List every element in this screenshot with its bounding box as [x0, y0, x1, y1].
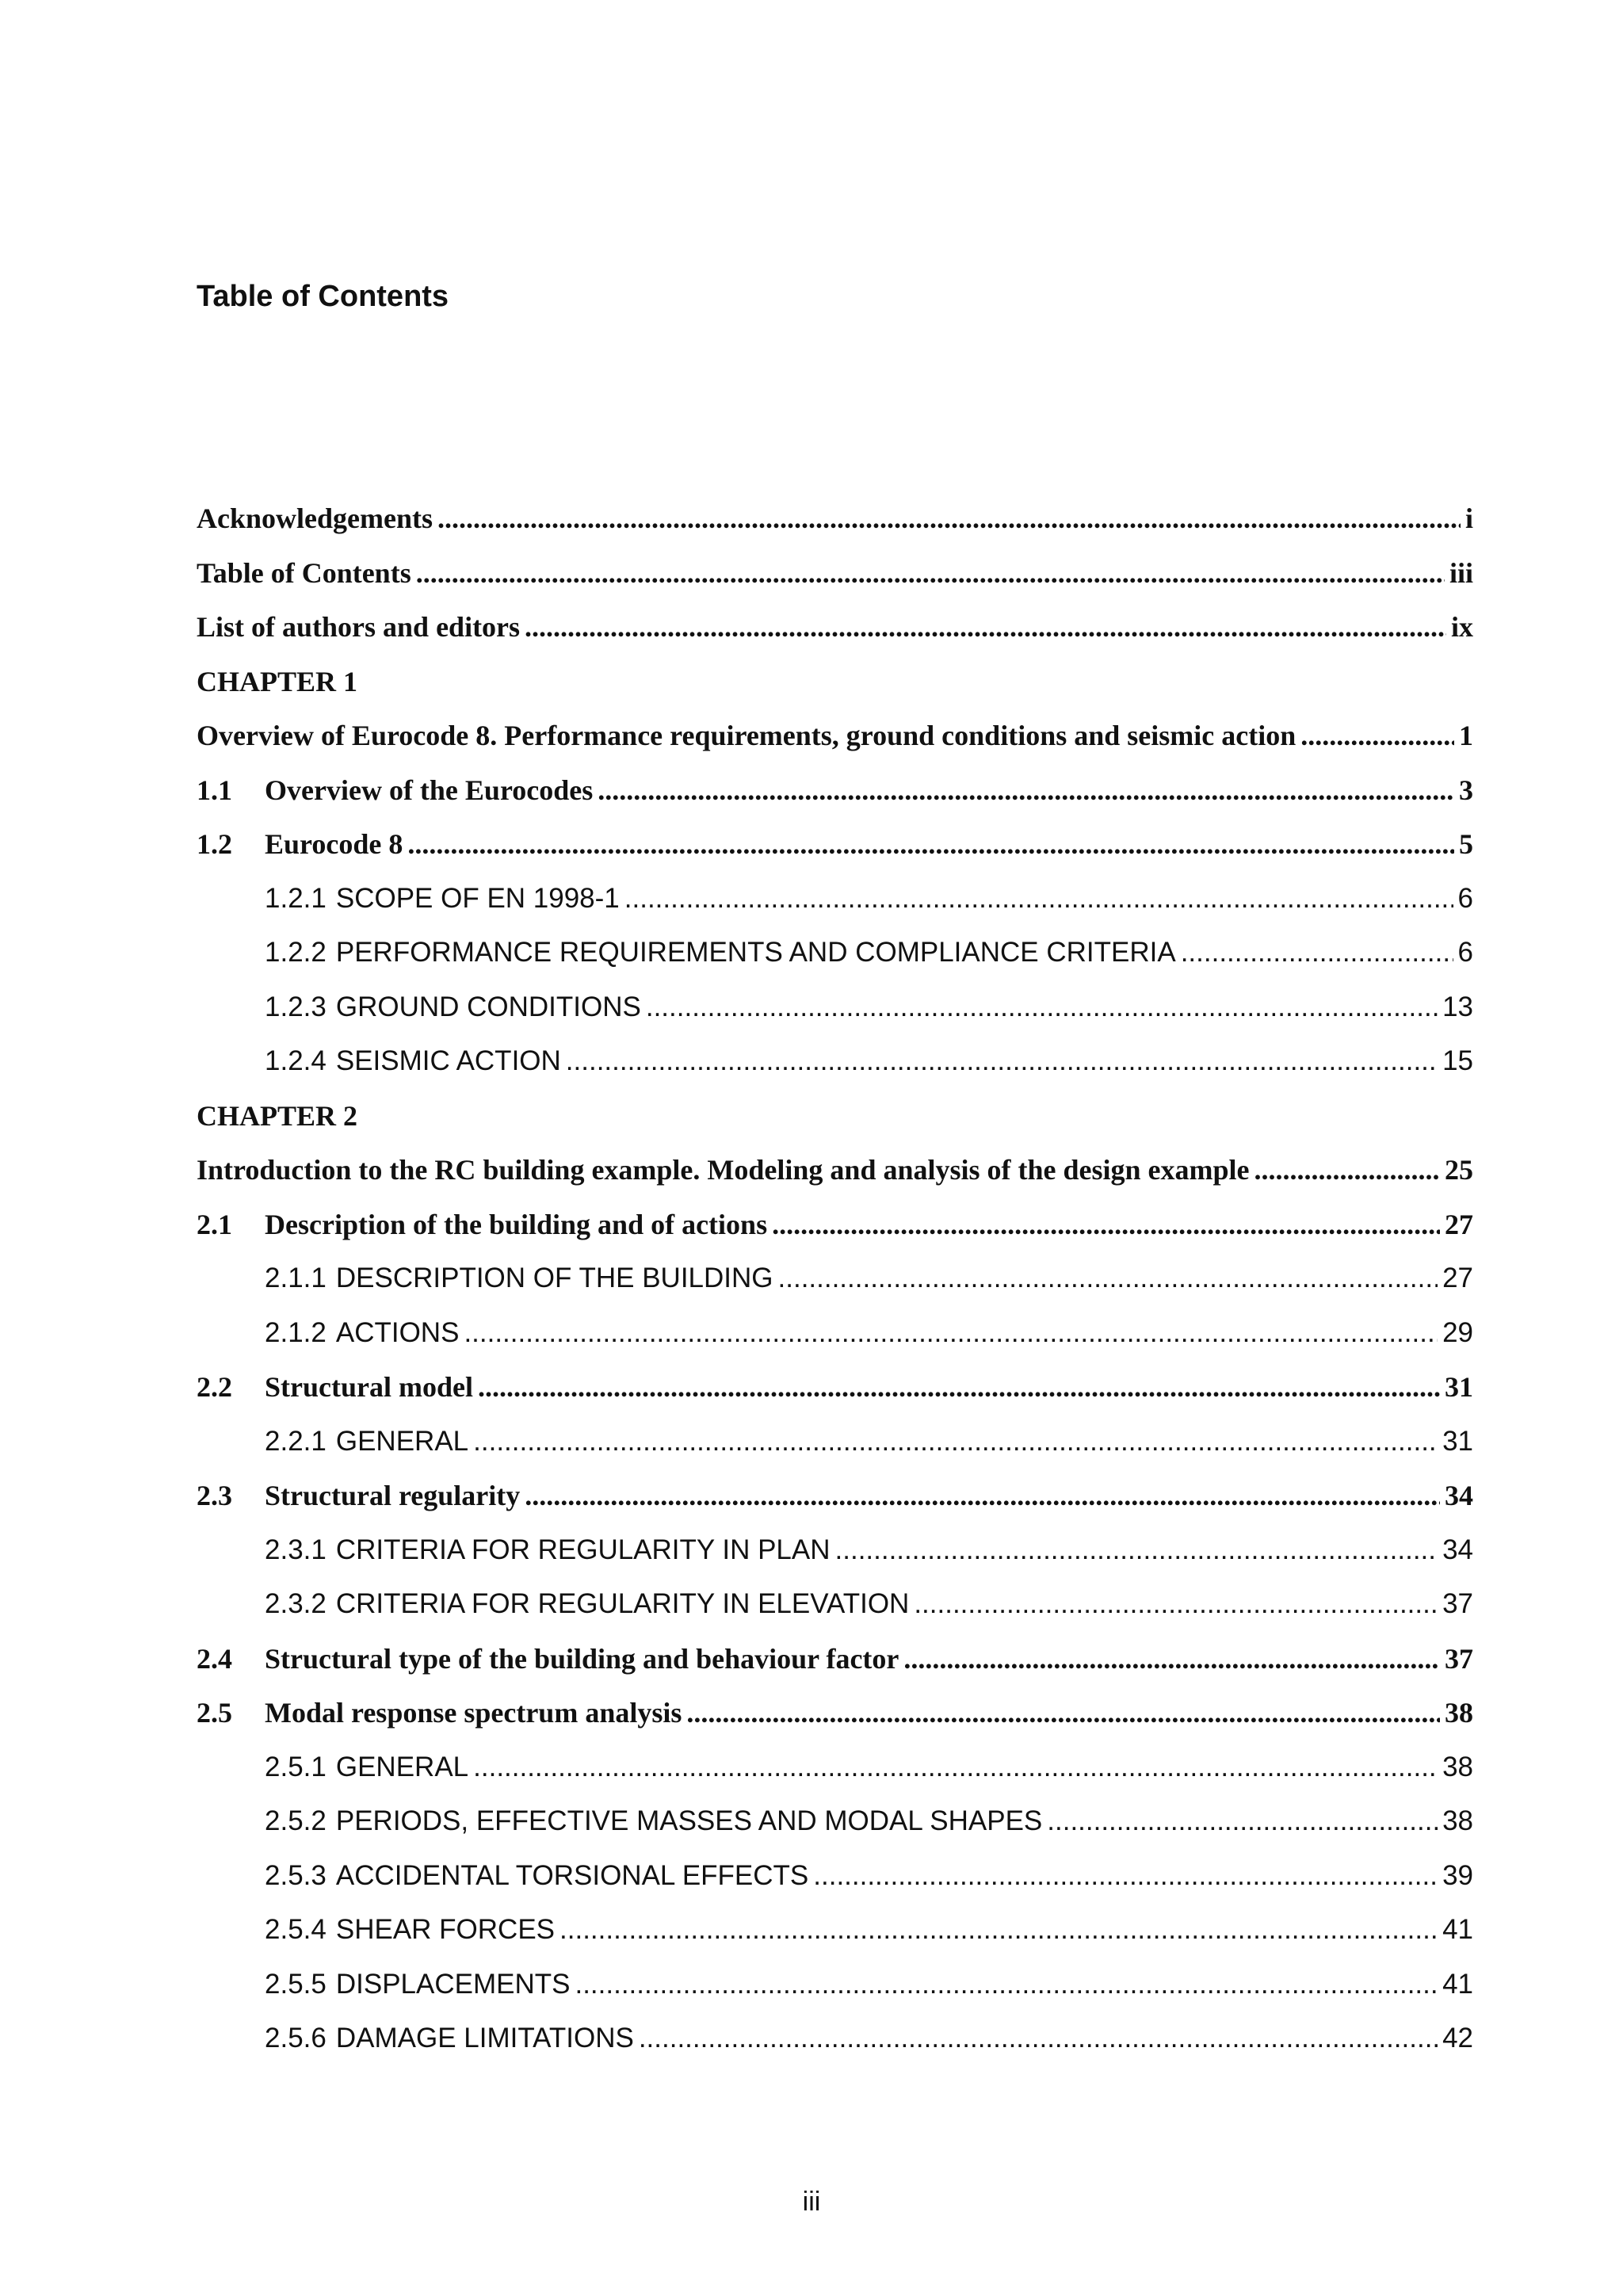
toc-entry-number: 2.5.3: [265, 1859, 327, 1891]
toc-entry-page: 31: [1445, 1371, 1473, 1403]
toc-entry-number: 2.5.6: [265, 2023, 327, 2053]
toc-entry-title: DAMAGE LIMITATIONS: [335, 2023, 634, 2053]
toc-entry-page: 38: [1442, 1751, 1473, 1782]
toc-entry-page: 42: [1442, 2023, 1473, 2053]
toc-entry-title: Overview of the Eurocodes: [265, 774, 594, 806]
toc-entry-number: 2.3: [197, 1480, 232, 1511]
dot-leader: [598, 763, 1454, 818]
toc-entry-number: 2.5: [197, 1697, 232, 1729]
dot-leader: [1181, 926, 1453, 980]
toc-entry[interactable]: [197, 1740, 1473, 1795]
toc-entry-page: 41: [1442, 1968, 1473, 2000]
toc-entry-title: PERIODS, EFFECTIVE MASSES AND MODAL SHAPES: [335, 1805, 1043, 1836]
toc-entry[interactable]: [197, 1849, 1473, 1904]
toc-entry-number: 1.1: [197, 774, 232, 806]
toc-entry-page: 3: [1459, 774, 1473, 806]
toc-entry-title: Introduction to the RC building example. Modeling and analysis of the design example: [197, 1154, 1250, 1186]
toc-entry-title: DESCRIPTION OF THE BUILDING: [335, 1263, 773, 1293]
page-number: iii: [802, 2187, 821, 2217]
toc-entry[interactable]: [197, 1415, 1473, 1469]
toc-entry-number: 2.5.5: [265, 1968, 327, 2000]
toc-entry-number: 2.5.1: [265, 1751, 327, 1782]
toc-entry[interactable]: [197, 2011, 1473, 2066]
toc-entry-title: Acknowledgements: [197, 502, 433, 534]
toc-entry[interactable]: [197, 1034, 1473, 1089]
toc-entry-title: Eurocode 8: [265, 828, 403, 860]
toc-entry-number: 2.2: [197, 1371, 232, 1403]
toc-entry-page: 13: [1442, 991, 1473, 1022]
toc-entry[interactable]: [197, 1958, 1473, 2012]
dot-leader: [525, 600, 1446, 655]
toc-entry-page: i: [1465, 502, 1473, 534]
dot-leader: [473, 1415, 1438, 1469]
toc-entry-title: List of authors and editors: [197, 611, 521, 643]
toc-entry[interactable]: [197, 709, 1473, 763]
toc-entry-page: ix: [1450, 611, 1473, 643]
toc-entry-page: 27: [1445, 1208, 1473, 1240]
toc-entry-title: GENERAL: [335, 1751, 469, 1782]
toc-entry-title: SEISMIC ACTION: [335, 1045, 561, 1076]
toc-entry-page: 37: [1442, 1588, 1473, 1619]
toc-entry-title: DISPLACEMENTS: [335, 1968, 571, 2000]
chapter-heading: [197, 655, 1473, 709]
toc-entry-page: 1: [1459, 720, 1473, 751]
toc-entry-title: PERFORMANCE REQUIREMENTS AND COMPLIANCE CRITERIA: [335, 937, 1176, 968]
dot-leader: [1300, 709, 1454, 763]
toc-entry-title: Structural model: [265, 1371, 473, 1403]
toc-entry-number: 1.2: [197, 828, 232, 860]
toc-entry[interactable]: [197, 1577, 1473, 1632]
toc-entry[interactable]: [197, 1523, 1473, 1578]
dot-leader: [473, 1740, 1438, 1795]
toc-entry-title: GENERAL: [335, 1425, 469, 1457]
dot-leader: [639, 2011, 1438, 2066]
chapter-heading: [197, 1089, 1473, 1144]
toc-entry-title: CRITERIA FOR REGULARITY IN ELEVATION: [335, 1588, 910, 1619]
toc-entry-number: 2.5.4: [265, 1914, 327, 1945]
toc-entry[interactable]: [197, 817, 1473, 872]
toc-entry-page: 39: [1442, 1859, 1473, 1891]
toc-entry[interactable]: [197, 763, 1473, 818]
toc-entry-title: Structural type of the building and behaviour factor: [265, 1642, 899, 1675]
toc-entry[interactable]: [197, 1632, 1473, 1687]
toc-entry-page: 34: [1442, 1534, 1473, 1565]
toc-entry[interactable]: [197, 1198, 1473, 1252]
toc-entry[interactable]: [197, 491, 1473, 546]
dot-leader: [835, 1523, 1438, 1578]
toc-entry[interactable]: [197, 600, 1473, 655]
toc-entry-number: 2.4: [197, 1642, 232, 1675]
dot-leader: [772, 1198, 1440, 1252]
toc-entry-number: 1.2.2: [265, 937, 327, 968]
toc-entry-number: 2.1.2: [265, 1316, 327, 1348]
dot-leader: [646, 980, 1438, 1035]
toc-entry[interactable]: [197, 1251, 1473, 1306]
table-of-contents: [197, 491, 1473, 2066]
toc-entry-title: CHAPTER 1: [197, 665, 358, 697]
page-title: Table of Contents: [197, 280, 449, 313]
toc-entry-page: 27: [1442, 1263, 1473, 1293]
toc-entry-title: Overview of Eurocode 8. Performance requirements, ground conditions and seismic action: [197, 720, 1296, 751]
toc-entry-title: Description of the building and of actions: [265, 1208, 768, 1240]
dot-leader: [437, 491, 1461, 546]
toc-entry-number: 1.2.1: [265, 882, 327, 914]
toc-entry-number: 2.2.1: [265, 1425, 327, 1457]
toc-entry[interactable]: [197, 1903, 1473, 1958]
toc-entry[interactable]: [197, 926, 1473, 980]
dot-leader: [778, 1251, 1438, 1306]
dot-leader: [525, 1469, 1440, 1523]
toc-entry-page: iii: [1449, 556, 1473, 589]
toc-entry[interactable]: [197, 980, 1473, 1035]
toc-entry-title: SCOPE OF EN 1998-1: [335, 882, 620, 914]
dot-leader: [1254, 1143, 1440, 1198]
toc-entry-title: Structural regularity: [265, 1480, 521, 1511]
toc-entry-page: 29: [1442, 1316, 1473, 1348]
dot-leader: [559, 1903, 1438, 1958]
toc-entry[interactable]: [197, 1143, 1473, 1198]
dot-leader: [407, 817, 1454, 872]
toc-entry-title: ACTIONS: [335, 1316, 460, 1348]
toc-entry-number: 2.1.1: [265, 1263, 327, 1293]
toc-entry-number: 2.1: [197, 1208, 232, 1240]
toc-entry-page: 25: [1445, 1154, 1473, 1186]
toc-entry-title: Modal response spectrum analysis: [265, 1697, 682, 1729]
toc-entry-page: 41: [1442, 1914, 1473, 1945]
dot-leader: [464, 1306, 1438, 1361]
toc-entry[interactable]: [197, 546, 1473, 601]
toc-entry-number: 1.2.4: [265, 1045, 327, 1076]
toc-entry-number: 2.3.2: [265, 1588, 327, 1619]
toc-entry-number: 1.2.3: [265, 991, 327, 1022]
dot-leader: [624, 872, 1453, 926]
toc-entry-title: CRITERIA FOR REGULARITY IN PLAN: [335, 1534, 831, 1565]
dot-leader: [566, 1034, 1438, 1089]
toc-entry[interactable]: [197, 1469, 1473, 1523]
toc-entry-page: 37: [1445, 1642, 1473, 1675]
toc-entry[interactable]: [197, 1360, 1473, 1415]
dot-leader: [478, 1360, 1440, 1415]
toc-entry-page: 5: [1459, 828, 1473, 860]
toc-entry-page: 38: [1442, 1805, 1473, 1836]
dot-leader: [416, 546, 1445, 601]
toc-entry[interactable]: [197, 872, 1473, 926]
toc-entry-number: 2.3.1: [265, 1534, 327, 1565]
toc-entry-page: 15: [1442, 1045, 1473, 1076]
dot-leader: [575, 1958, 1438, 2012]
dot-leader: [813, 1849, 1438, 1904]
dot-leader: [1047, 1794, 1438, 1849]
toc-entry-title: SHEAR FORCES: [335, 1914, 556, 1945]
toc-entry[interactable]: [197, 1686, 1473, 1740]
dot-leader: [686, 1686, 1440, 1740]
toc-entry-page: 38: [1445, 1697, 1473, 1729]
toc-entry-title: GROUND CONDITIONS: [335, 991, 641, 1022]
toc-entry-title: Table of Contents: [197, 556, 411, 589]
toc-entry-number: 2.5.2: [265, 1805, 327, 1836]
toc-entry-page: 31: [1442, 1425, 1473, 1457]
toc-entry-page: 34: [1445, 1480, 1473, 1511]
toc-entry[interactable]: [197, 1794, 1473, 1849]
toc-entry-title: ACCIDENTAL TORSIONAL EFFECTS: [335, 1859, 809, 1891]
toc-entry-title: CHAPTER 2: [197, 1099, 358, 1132]
toc-entry-page: 6: [1457, 882, 1473, 914]
toc-entry-page: 6: [1457, 937, 1473, 968]
dot-leader: [914, 1577, 1438, 1632]
dot-leader: [903, 1632, 1440, 1687]
toc-entry[interactable]: [197, 1306, 1473, 1361]
